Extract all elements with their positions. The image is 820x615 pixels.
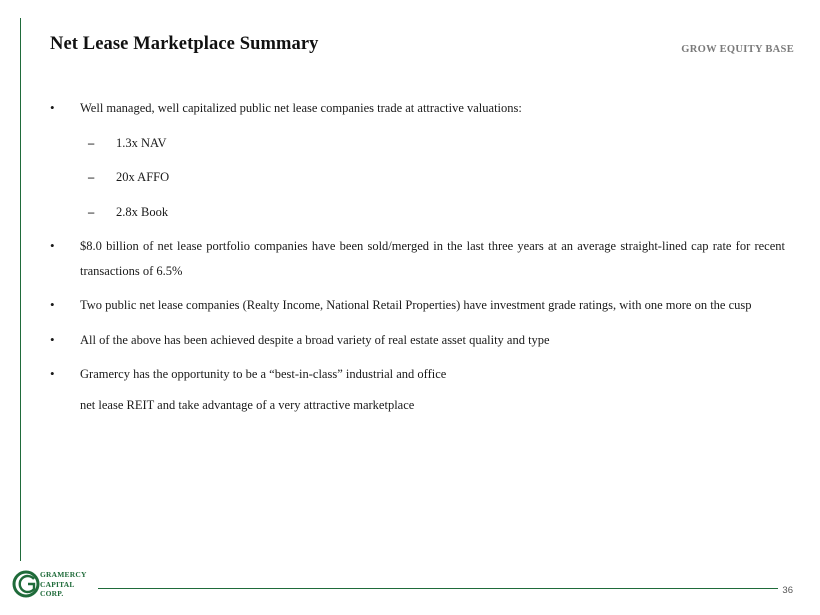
bullet-marker: • <box>50 100 55 115</box>
bullet-continuation-text: net lease REIT and take advantage of a very attractive marketplace <box>80 397 415 412</box>
page-number: 36 <box>782 585 793 596</box>
bullet-text: All of the above has been achieved despite a broad variety of real estate asset quality and type <box>80 332 550 347</box>
logo-line: GRAMERCY <box>40 570 87 579</box>
section-tag: GROW EQUITY BASE <box>681 44 794 55</box>
bullet-text: Well managed, well capitalized public net lease companies trade at attractive valuations: <box>80 101 522 115</box>
bullet-text: $8.0 billion of net lease portfolio companies have been sold/merged in the last three years at an average straight-lined cap rate for recent transactions of 6.5% <box>80 239 785 278</box>
sub-bullet-item <box>50 165 785 190</box>
sub-bullet-text: 2.8x Book <box>116 204 169 219</box>
bullet-list <box>50 96 785 417</box>
logo-line: CAPITAL <box>40 579 75 589</box>
sub-bullet-text: 1.3x NAV <box>116 135 167 150</box>
logo-wordmark <box>40 570 87 599</box>
dash-marker: – <box>88 204 95 219</box>
bullet-marker: • <box>50 331 55 347</box>
footer-rule <box>98 588 778 589</box>
page-title: Net Lease Marketplace Summary <box>50 34 319 54</box>
bullet-item <box>50 328 785 353</box>
bullet-item <box>50 362 785 387</box>
sub-bullet-item <box>50 131 785 156</box>
bullet-marker: • <box>50 366 55 381</box>
bullet-text: Gramercy has the opportunity to be a “best-in-class” industrial and office <box>80 367 447 381</box>
bullet-marker: • <box>50 297 55 312</box>
bullet-marker: • <box>50 238 55 253</box>
bullet-item <box>50 234 785 283</box>
dash-marker: – <box>88 170 95 184</box>
dash-marker: – <box>88 135 95 150</box>
left-vertical-rule <box>20 18 21 561</box>
sub-bullet-text: 20x AFFO <box>116 170 170 184</box>
bullet-item <box>50 96 785 121</box>
sub-bullet-item <box>50 200 785 225</box>
logo-line: CORP. <box>40 589 64 598</box>
bullet-text: Two public net lease companies (Realty Income, National Retail Properties) have investment grade ratings, with one more on the cusp <box>80 298 752 312</box>
bullet-item <box>50 293 785 318</box>
